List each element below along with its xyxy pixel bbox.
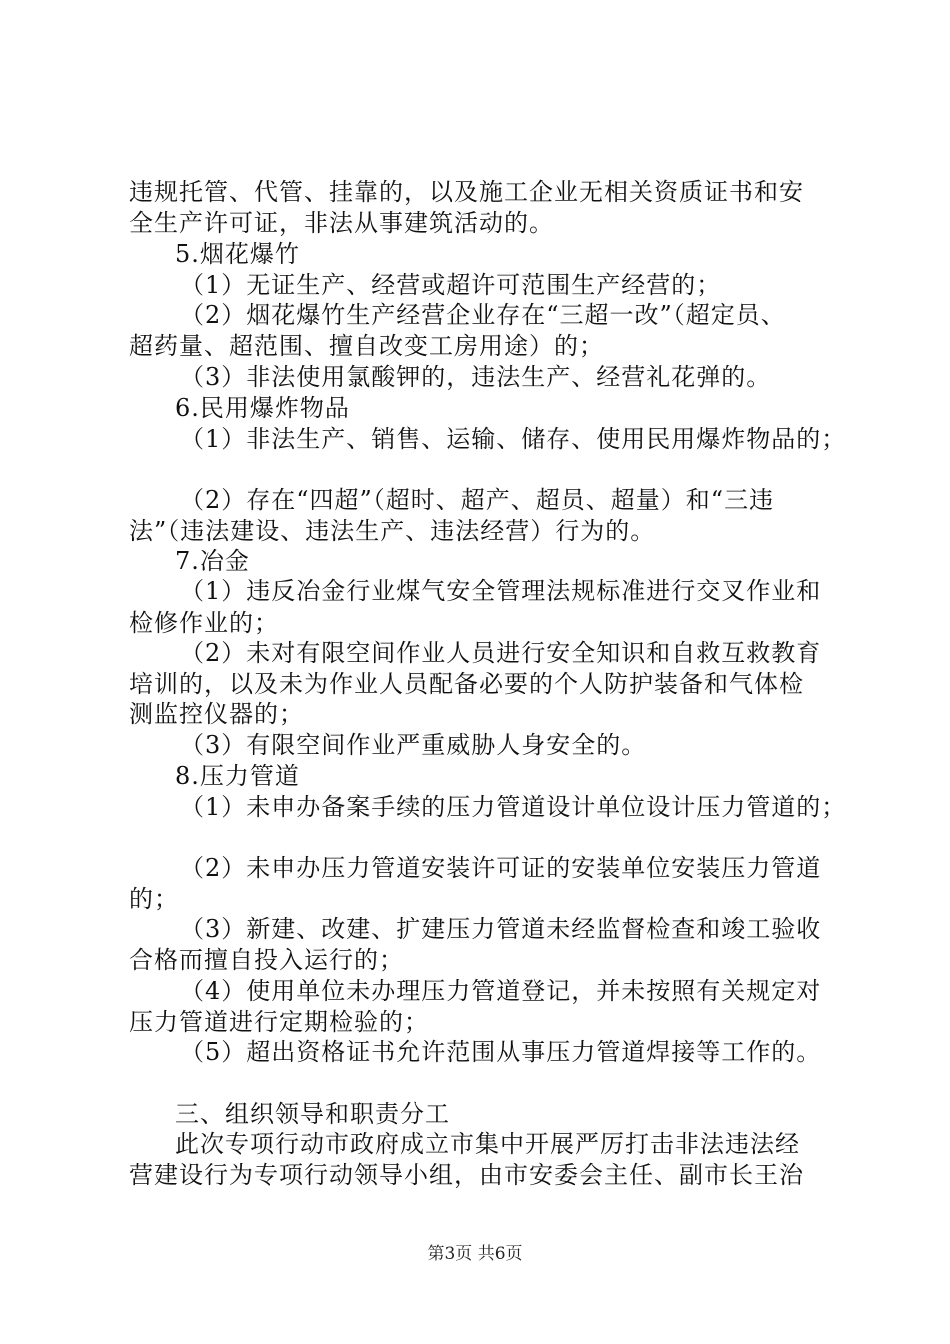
- section-heading: 5.烟花爆竹: [175, 240, 300, 268]
- body-text-line: 的；: [129, 885, 179, 913]
- body-text-line: 全生产许可证，非法从事建筑活动的。: [129, 209, 554, 237]
- list-item: （3）新建、改建、扩建压力管道未经监督检查和竣工验收: [180, 915, 822, 943]
- list-item: （5）超出资格证书允许范围从事压力管道焊接等工作的。: [180, 1038, 822, 1066]
- list-item: （1）未申办备案手续的压力管道设计单位设计压力管道的；: [180, 793, 847, 821]
- list-item: （2）烟花爆竹生产经营企业存在“三超一改”（超定员、: [180, 301, 786, 329]
- chapter-heading: 三、组织领导和职责分工: [175, 1100, 450, 1128]
- body-text-line: 此次专项行动市政府成立市集中开展严厉打击非法违法经: [175, 1130, 800, 1158]
- section-heading: 6.民用爆炸物品: [175, 394, 350, 422]
- section-heading: 8.压力管道: [175, 762, 300, 790]
- list-item: （2）未对有限空间作业人员进行安全知识和自救互救教育: [180, 639, 822, 667]
- section-heading: 7.冶金: [175, 547, 250, 575]
- list-item: （1）无证生产、经营或超许可范围生产经营的；: [180, 271, 722, 299]
- body-text-line: 压力管道进行定期检验的；: [129, 1008, 429, 1036]
- body-text-line: 违规托管、代管、挂靠的，以及施工企业无相关资质证书和安: [129, 178, 804, 206]
- list-item: （3）有限空间作业严重威胁人身安全的。: [180, 731, 647, 759]
- body-text-line: 培训的，以及未为作业人员配备必要的个人防护装备和气体检: [129, 670, 804, 698]
- body-text-line: 法”（违法建设、违法生产、违法经营）行为的。: [129, 517, 656, 545]
- list-item: （2）存在“四超”（超时、超产、超员、超量）和“三违: [180, 486, 775, 514]
- list-item: （1）非法生产、销售、运输、储存、使用民用爆炸物品的；: [180, 425, 847, 453]
- body-text-line: 合格而擅自投入运行的；: [129, 946, 404, 974]
- body-text-line: 营建设行为专项行动领导小组，由市安委会主任、副市长王治: [129, 1161, 804, 1189]
- body-text-line: 超药量、超范围、擅自改变工房用途）的；: [129, 332, 604, 360]
- body-text-line: 检修作业的；: [129, 609, 279, 637]
- list-item: （2）未申办压力管道安装许可证的安装单位安装压力管道: [180, 854, 822, 882]
- body-text-line: 测监控仪器的；: [129, 700, 304, 728]
- list-item: （3）非法使用氯酸钾的，违法生产、经营礼花弹的。: [180, 363, 772, 391]
- list-item: （4）使用单位未办理压力管道登记，并未按照有关规定对: [180, 977, 822, 1005]
- page-footer: 第3页 共6页: [427, 1244, 523, 1264]
- list-item: （1）违反冶金行业煤气安全管理法规标准进行交叉作业和: [180, 577, 822, 605]
